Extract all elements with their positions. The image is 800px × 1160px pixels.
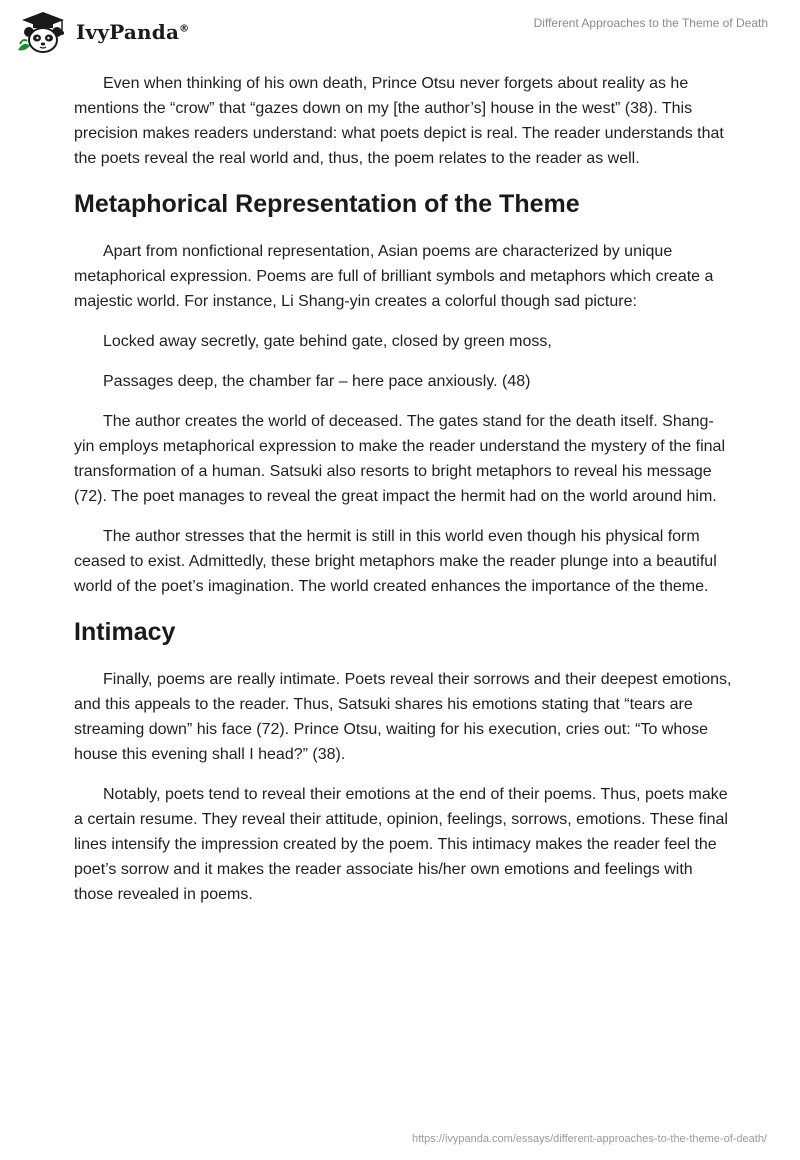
quote-line: Locked away secretly, gate behind gate, closed by green moss, xyxy=(103,333,552,350)
logo[interactable] xyxy=(14,10,189,54)
section-heading: Intimacy xyxy=(74,618,176,646)
paragraph: Even when thinking of his own death, Prince Otsu never forgets about reality as he mentions the “crow” that “gazes down on my [the author’s] house in the west” (38). This precision makes readers understand: what poets depict is real. The reader understands that the poets reveal the real world and, thus, the poem relates to the reader as well. xyxy=(74,75,724,167)
essay-content xyxy=(74,71,734,922)
section-heading: Metaphorical Representation of the Theme xyxy=(74,190,580,218)
logo-text: IvyPanda® xyxy=(76,20,190,44)
panda-graduate-icon xyxy=(14,10,72,54)
page-header xyxy=(0,0,800,64)
paragraph: The author creates the world of deceased. The gates stand for the death itself. Shang-yin employs metaphorical expression to make the reader understand the mystery of the final transformation of a human. Satsuki also resorts to bright metaphors to reveal his message (72). The poet manages to reveal the great impact the hermit had on the world around him. xyxy=(74,413,725,505)
quote-line: Passages deep, the chamber far – here pace anxiously. (48) xyxy=(103,373,531,390)
paragraph: The author stresses that the hermit is still in this world even though his physical form ceased to exist. Admittedly, these bright metaphors make the reader plunge into a beautiful world of the poet’s imagination. The world created enhances the importance of the theme. xyxy=(74,528,717,595)
paragraph: Finally, poems are really intimate. Poets reveal their sorrows and their deepest emotions, and this appeals to the reader. Thus, Satsuki shares his emotions stating that “tears are streaming down” his face (72). Prince Otsu, waiting for his execution, cries out: “To whose house this evening shall I head?” (38). xyxy=(74,671,732,763)
document-title: Different Approaches to the Theme of Death xyxy=(533,16,768,30)
registered-mark: ® xyxy=(179,23,190,35)
source-url[interactable]: https://ivypanda.com/essays/different-approaches-to-the-theme-of-death/ xyxy=(411,1133,767,1145)
paragraph: Apart from nonfictional representation, Asian poems are characterized by unique metaphorical expression. Poems are full of brilliant symbols and metaphors which create a majestic world. For instance, Li Shang-yin creates a colorful though sad picture: xyxy=(74,243,714,310)
paragraph: Notably, poets tend to reveal their emotions at the end of their poems. Thus, poets make a certain resume. They reveal their attitude, opinion, feelings, sorrows, emotions. These final lines intensify the impression created by the poem. This intimacy makes the reader feel the poet’s sorrow and it makes the reader associate his/her own emotions and feelings with those revealed in poems. xyxy=(74,786,728,903)
